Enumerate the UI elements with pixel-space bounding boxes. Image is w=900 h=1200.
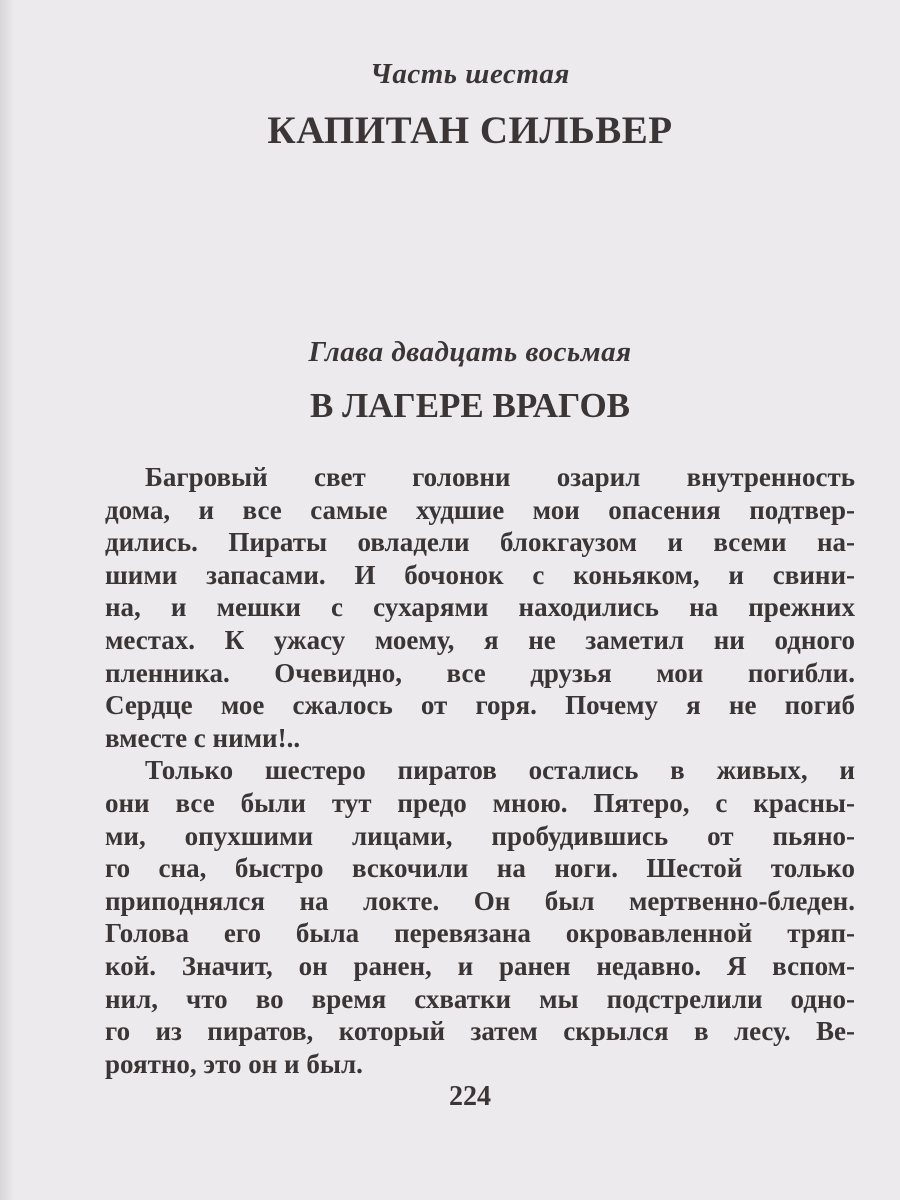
part-title: Часть шестая [370,58,570,90]
body-text [105,461,855,1080]
text-line: роятно, это он и был. [105,1048,363,1079]
text-line: го сна, быстро вскочили на ноги. Шестой только [105,853,855,884]
text-line: кой. Значит, он ранен, и ранен недавно. Я вспом- [105,950,855,981]
text-line: местах. К ужасу моему, я не заметил ни одного [105,624,855,655]
chapter-title: Глава двадцать восьмая [308,336,632,368]
text-line: на, и мешки с сухарями находились на прежних [105,592,855,623]
text-line: го из пиратов, который затем скрылся в лесу. Ве- [105,1016,855,1047]
part-name-heading: КАПИТАН СИЛЬВЕР [267,109,673,152]
text-line: они все были тут предо мною. Пятеро, с красны- [105,787,855,818]
text-line: Сердце мое сжалось от горя. Почему я не погиб [105,690,855,721]
chapter-name-heading: В ЛАГЕРЕ ВРАГОВ [309,386,631,425]
page-gutter-shadow [0,0,14,1200]
text-line: дома, и все самые худшие мои опасения подтвер- [105,494,855,525]
text-line: ми, опухшими лицами, пробудившись от пьяно- [105,820,855,851]
text-line: приподнялся на локте. Он был мертвенно-бледен. [105,885,855,916]
text-line: Багровый свет головни озарил внутренность [145,462,855,492]
text-line: Голова его была перевязана окровавленной тряп- [105,918,855,949]
text-line: дились. Пираты овладели блокгаузом и всеми на- [105,527,855,558]
text-line: шими запасами. И бочонок с коньяком, и свини- [105,559,855,590]
text-line: нил, что во время схватки мы подстрелили одно- [105,983,855,1014]
text-line: Только шестеро пиратов остались в живых, и [145,755,855,786]
page-number: 224 [449,1081,491,1112]
text-line: пленника. Очевидно, все друзья мои погибли. [105,657,855,688]
text-line: вместе с ними!.. [105,722,301,753]
